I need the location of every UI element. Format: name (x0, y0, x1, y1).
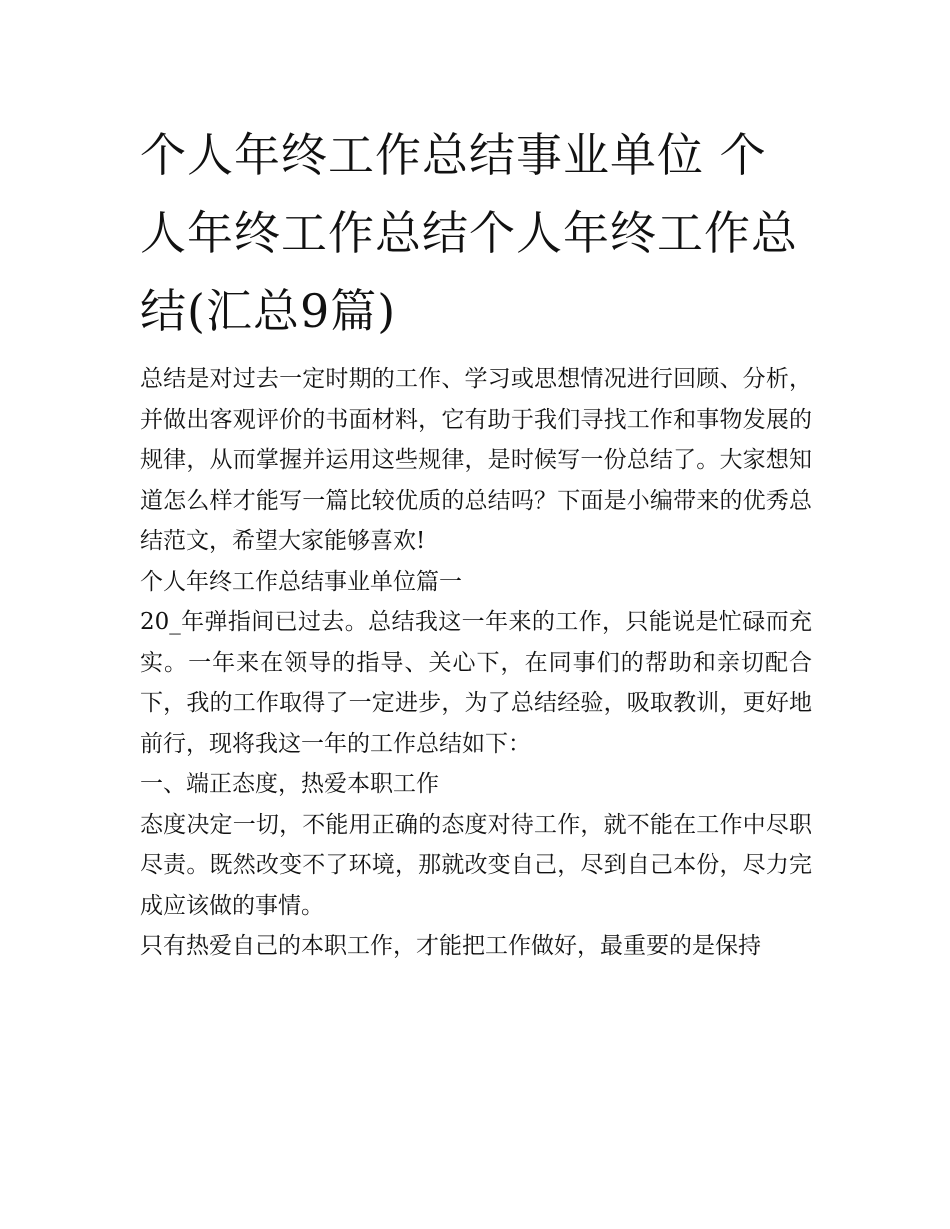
section-heading-part-one: 个人年终工作总结事业单位篇一 (140, 568, 462, 595)
document-body (140, 359, 812, 967)
summary-paragraph: 20_年弹指间已过去。总结我这一年来的工作，只能说是忙碌而充实。一年来在领导的指导、关心下，在同事们的帮助和亲切配合下，我的工作取得了一定进步，为了总结经验，吸取教训，更好地前行，现将我这一年的工作总结如下： (140, 609, 812, 757)
love-work-paragraph: 只有热爱自己的本职工作，才能把工作做好，最重要的是保持 (140, 933, 761, 959)
intro-paragraph: 总结是对过去一定时期的工作、学习或思想情况进行回顾、分析，并做出客观评价的书面材料，它有助于我们寻找工作和事物发展的规律，从而掌握并运用这些规律，是时候写一份总结了。大家想知道怎么样才能写一篇比较优质的总结吗？下面是小编带来的优秀总结范文，希望大家能够喜欢! (140, 366, 812, 554)
document-title: 个人年终工作总结事业单位 个人年终工作总结个人年终工作总结(汇总9篇) (140, 128, 798, 338)
subheading-attitude: 一、端正态度，热爱本职工作 (140, 771, 439, 797)
attitude-paragraph: 态度决定一切，不能用正确的态度对待工作，就不能在工作中尽职尽责。既然改变不了环境，那就改变自己，尽到自己本份，尽力完成应该做的事情。 (140, 811, 812, 919)
